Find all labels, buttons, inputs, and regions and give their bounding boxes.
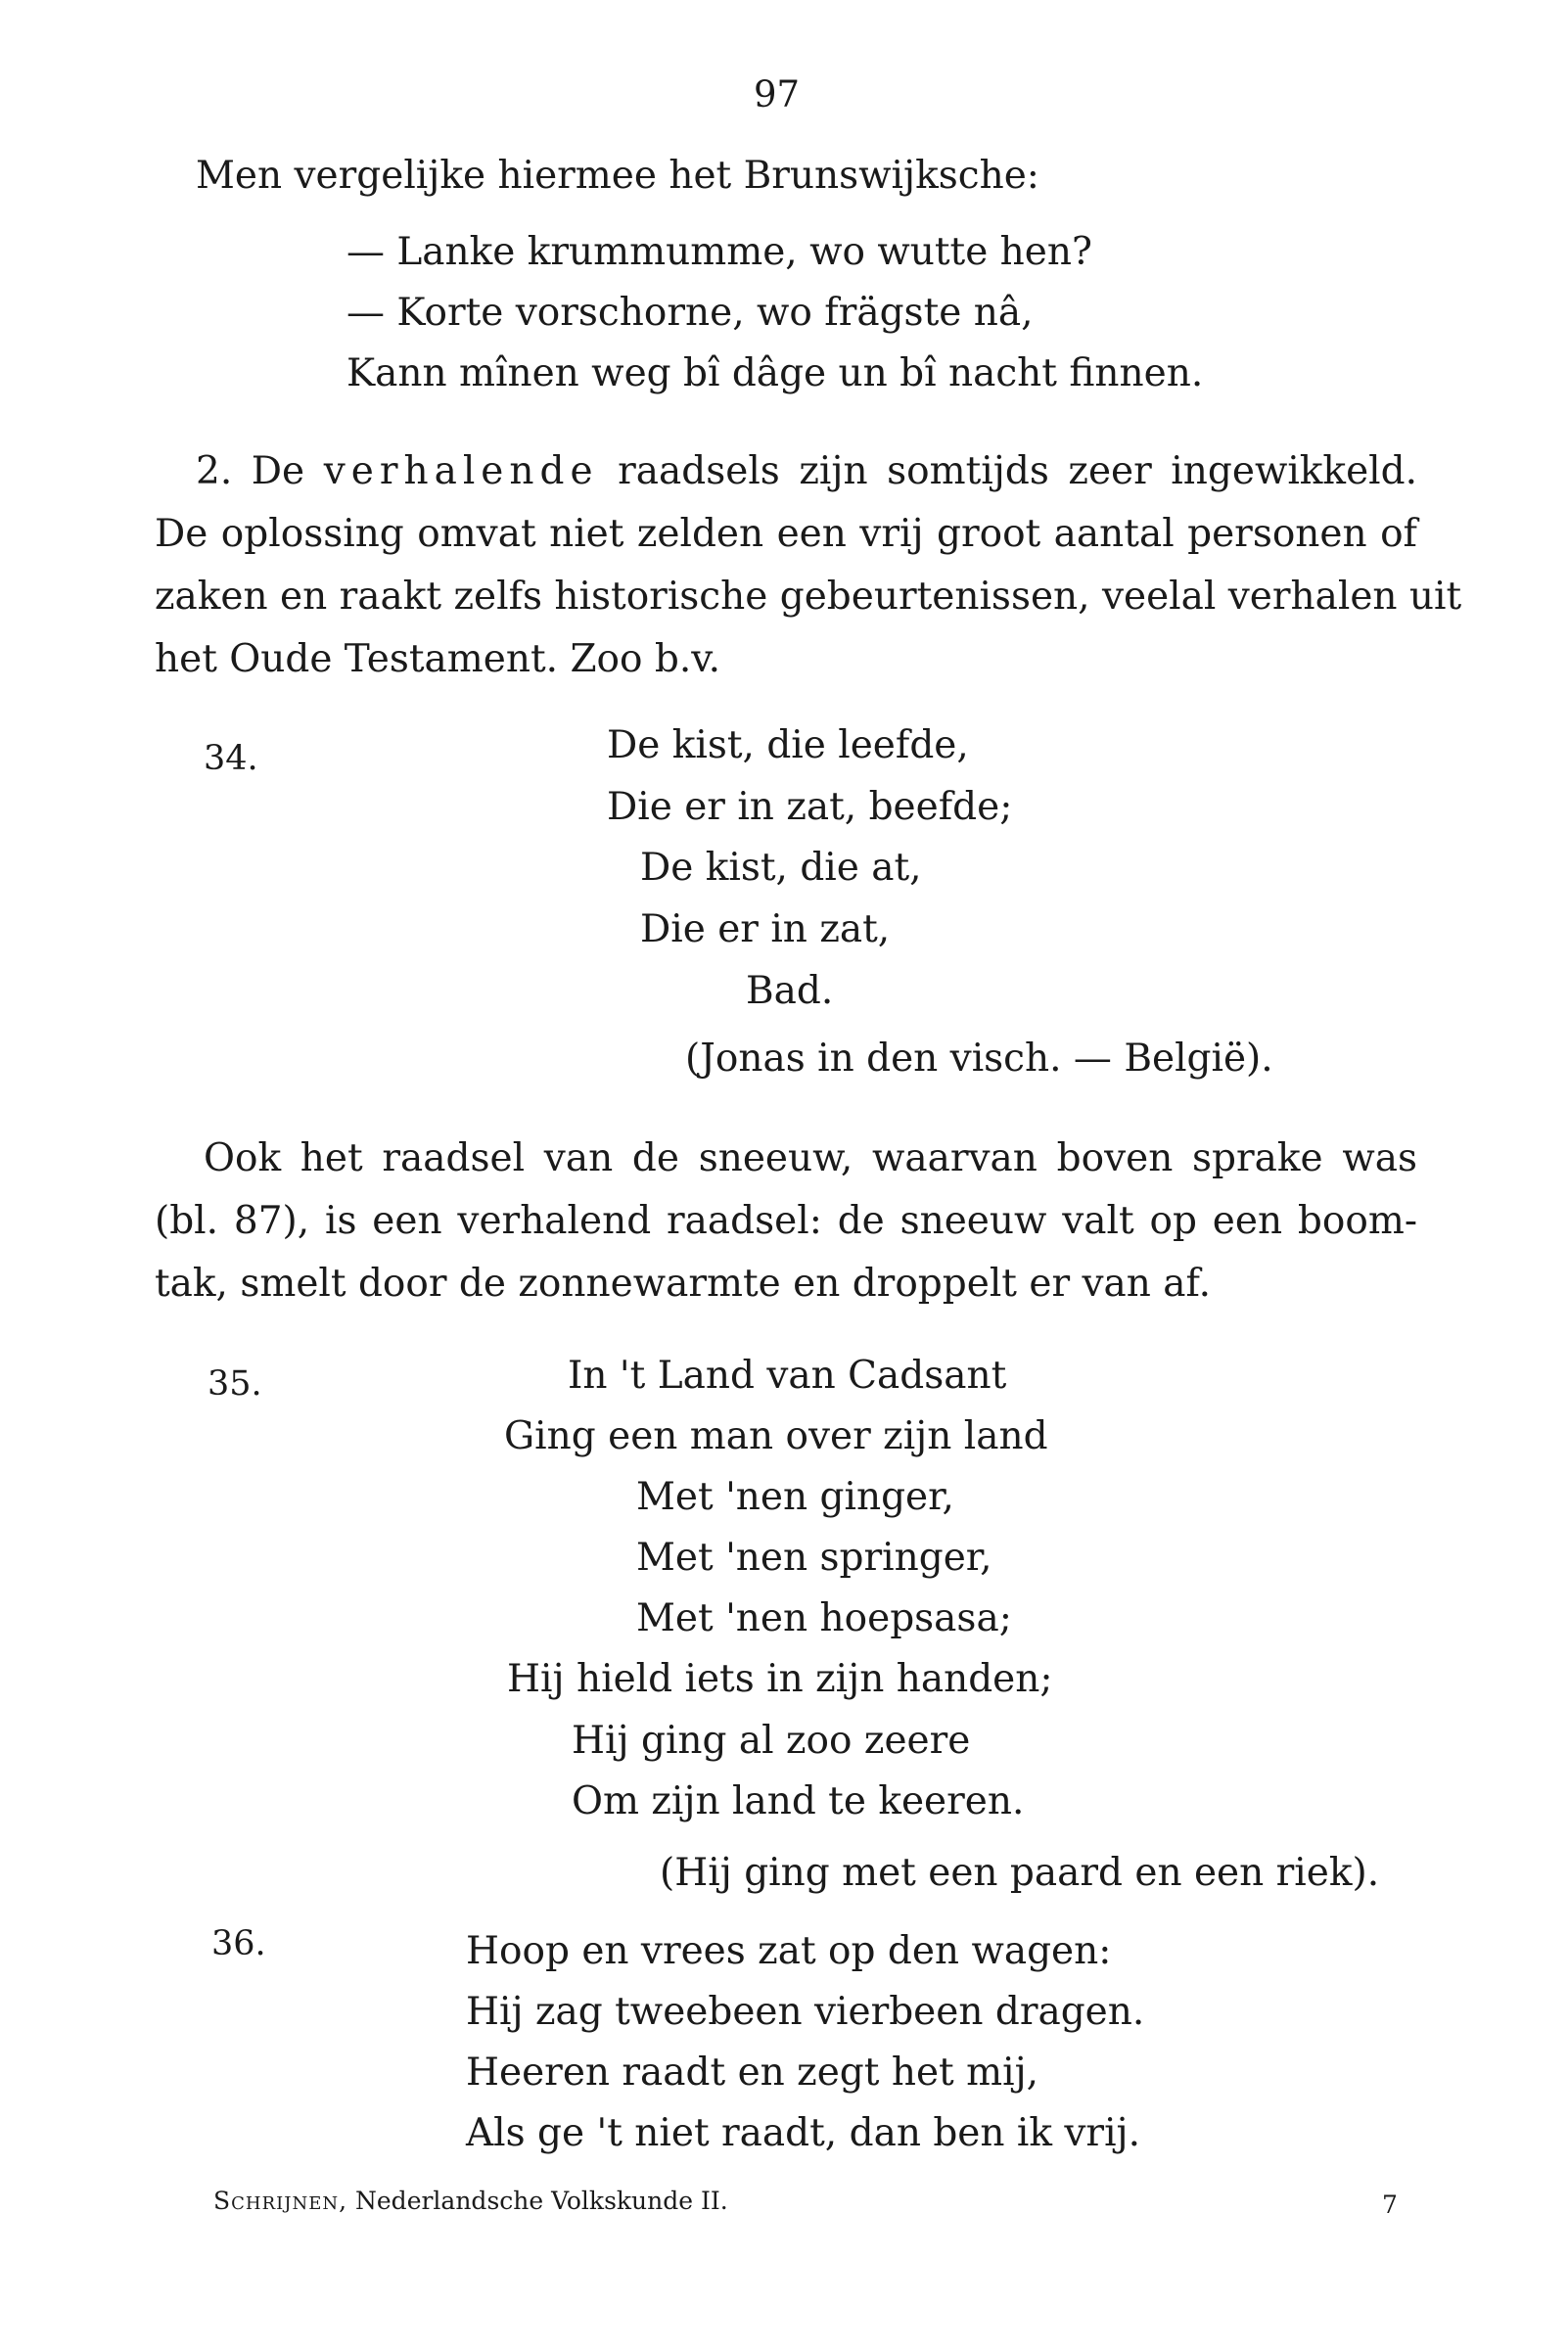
riddle-line: Bad. [746,969,834,1013]
riddle-line: Hij zag tweebeen vierbeen dragen. [466,1990,1145,2034]
riddle-line: Met 'nen hoepsasa; [636,1596,1012,1640]
footer-author: Schrijnen, [213,2187,348,2215]
riddle-line: Die er in zat, beefde; [607,785,1013,829]
riddle-line: Hij ging al zoo zeere [572,1719,971,1763]
paragraph-line: zaken en raakt zelfs historische gebeurtenissen, veelal verhalen uit [155,575,1462,619]
riddle-number: 36. [211,1924,266,1963]
spaced-term: verhalende [323,449,599,493]
section-number: 2. [196,449,233,493]
paragraph-line: (bl. 87), is een verhalend raadsel: de sneeuw valt op een boom- [155,1199,1417,1243]
riddle-line: Die er in zat, [640,907,891,951]
paragraph-line: het Oude Testament. Zoo b.v. [155,637,721,681]
riddle-line: Heeren raadt en zegt het mij, [466,2051,1039,2095]
riddle-line: De kist, die at, [640,846,922,890]
page-number: 97 [754,73,801,115]
footer-signature: 7 [1382,2190,1398,2219]
riddle-number: 34. [204,739,258,778]
riddle-line: De kist, die leefde, [607,723,969,767]
paragraph-line [155,440,1417,503]
footer-imprint [213,2187,728,2215]
verse-line: — Lanke krummumme, wo wutte hen? [346,230,1092,274]
riddle-line: Als ge 't niet raadt, dan ben ik vrij. [466,2111,1141,2155]
paragraph-line: Ook het raadsel van de sneeuw, waarvan boven sprake was [204,1136,1417,1180]
snow-paragraph [155,1128,1417,1315]
paragraph-line: De oplossing omvat niet zelden een vrij groot aantal personen of [155,512,1417,556]
riddle-line: Hoop en vrees zat op den wagen: [466,1929,1112,1973]
riddle-line: Ging een man over zijn land [504,1414,1048,1458]
riddle-line: In 't Land van Cadsant [568,1354,1007,1398]
line-rest: raadsels zijn somtijds zeer ingewikkeld. [618,449,1417,493]
verse-line: — Korte vorschorne, wo frägste nâ, [346,291,1034,335]
riddle-answer: (Hij ging met een paard en een riek). [660,1851,1380,1895]
riddle-line: Hij hield iets in zijn handen; [507,1657,1053,1701]
verse-line: Kann mînen weg bî dâge un bî nacht finnen. [346,351,1204,395]
riddle-line: Om zijn land te keeren. [572,1779,1025,1823]
riddle-line: Met 'nen ginger, [636,1475,954,1519]
riddle-line: Met 'nen springer, [636,1536,992,1580]
section2-paragraph [155,440,1462,691]
paragraph-line: tak, smelt door de zonnewarmte en droppelt er van af. [155,1262,1211,1306]
intro-line: Men vergelijke hiermee het Brunswijksche: [196,154,1039,198]
riddle-answer: (Jonas in den visch. — België). [685,1037,1273,1081]
riddle-number: 35. [208,1364,262,1404]
footer-title: Nederlandsche Volkskunde II. [355,2187,728,2215]
word: De [251,449,305,493]
